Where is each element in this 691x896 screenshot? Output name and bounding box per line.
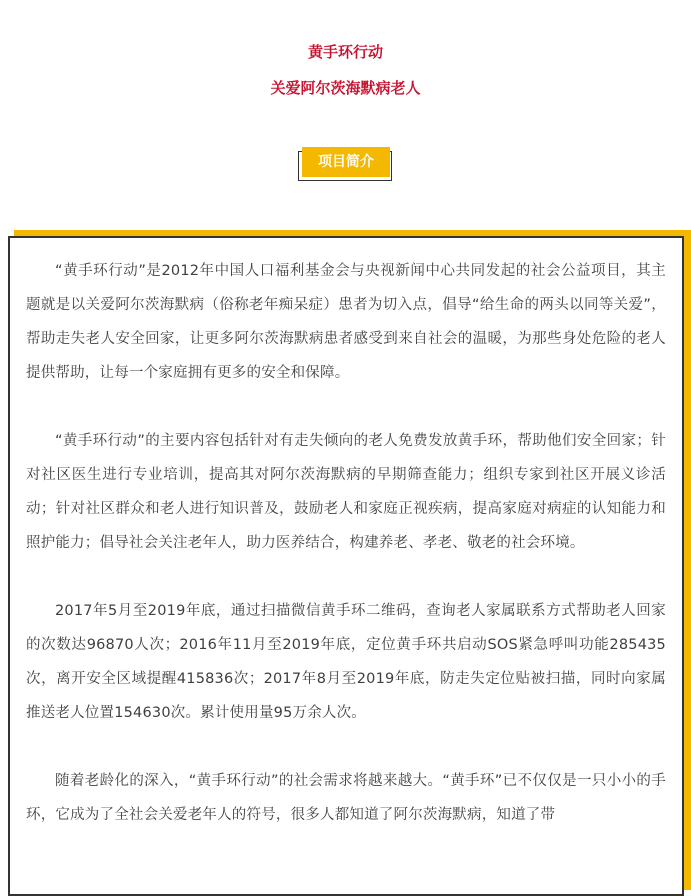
paragraph-outlook: 随着老龄化的深入，“黄手环行动”的社会需求将越来越大。“黄手环”已不仅仅是一只小小的手环，它成为了全社会关爱老年人的符号，很多人都知道了阿尔茨海默病，知道了带 <box>26 773 666 823</box>
paragraph-activities: “黄手环行动”的主要内容包括针对有走失倾向的老人免费发放黄手环，帮助他们安全回家；针对社区医生进行专业培训，提高其对阿尔茨海默病的早期筛查能力；组织专家到社区开展义诊活动；针对社区群众和老人进行知识普及，鼓励老人和家庭正视疾病，提高家庭对病症的认知能力和照护能力；倡导社会关注老年人，助力医养结合，构建养老、孝老、敬老的社会环境。 <box>26 433 666 551</box>
campaign-subtitle: 关爱阿尔茨海默病老人 <box>270 79 421 97</box>
content-body <box>26 254 666 866</box>
paragraph-statistics: 2017年5月至2019年底，通过扫描微信黄手环二维码，查询老人家属联系方式帮助老人回家的次数达96870人次；2016年11月至2019年底，定位黄手环共启动SOS紧急呼叫功能285435次，离开安全区域提醒415836次；2017年8月至2019年底，防走失定位贴被扫描，同时向家属推送老人位置154630次。累计使用量95万余人次。 <box>26 603 666 721</box>
section-label-badge <box>298 147 394 181</box>
content-card <box>8 236 684 896</box>
paragraph-intro: “黄手环行动”是2012年中国人口福利基金会与央视新闻中心共同发起的社会公益项目，其主题就是以关爱阿尔茨海默病（俗称老年痴呆症）患者为切入点，倡导“给生命的两头以同等关爱”，帮助走失老人安全回家，让更多阿尔茨海默病患者感受到来自社会的温暖，为那些身处危险的老人提供帮助，让每一个家庭拥有更多的安全和保障。 <box>26 263 666 381</box>
campaign-title: 黄手环行动 <box>307 43 383 61</box>
section-label: 项目简介 <box>302 147 390 177</box>
